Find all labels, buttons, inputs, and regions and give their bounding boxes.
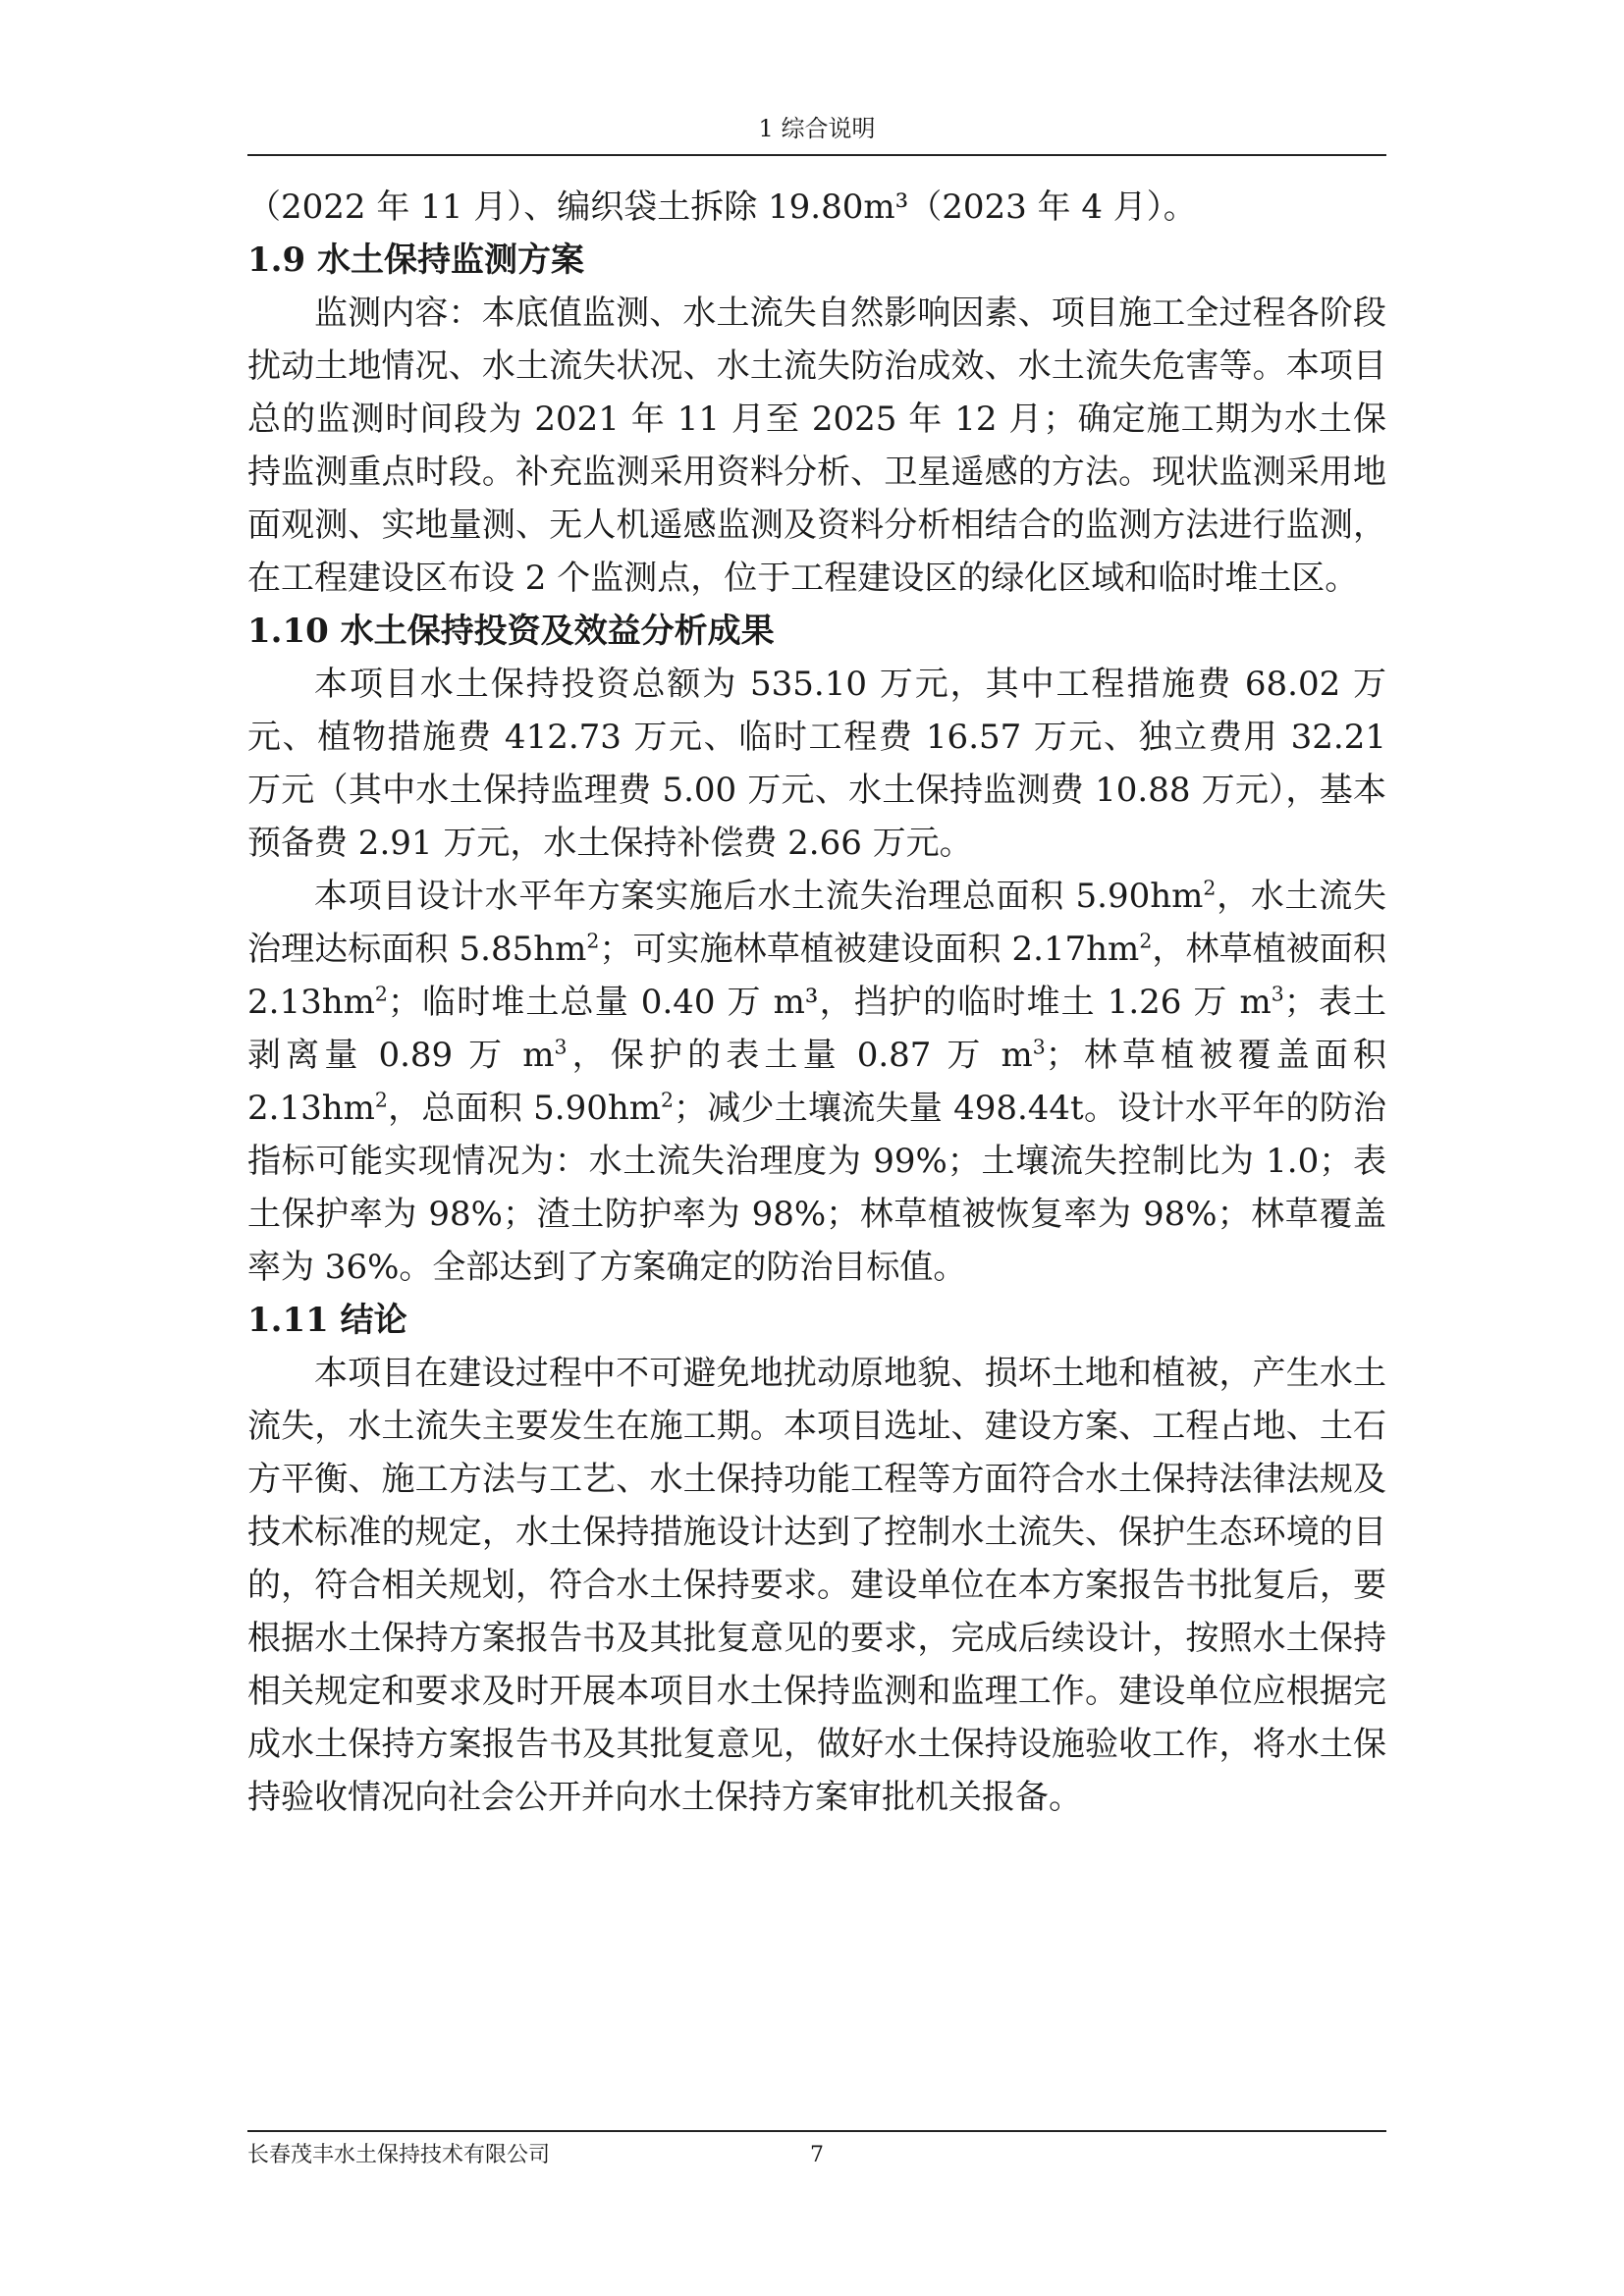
section-heading-1-10: 1.10 水土保持投资及效益分析成果 bbox=[247, 612, 775, 651]
superscript: 2 bbox=[1203, 876, 1217, 900]
footer-company: 长春茂丰水土保持技术有限公司 bbox=[247, 2143, 551, 2167]
section-heading-1-9: 1.9 水土保持监测方案 bbox=[247, 240, 584, 280]
continuation-text: （2022 年 11 月）、编织袋土拆除 19.80m³（2023 年 4 月）。 bbox=[247, 187, 1197, 227]
superscript: 3 bbox=[554, 1035, 568, 1059]
text-run: ；临时堆土总量 0.40 万 m³，挡护的临时堆土 1.26 万 m bbox=[387, 983, 1272, 1022]
superscript: 2 bbox=[661, 1088, 674, 1112]
text-run: ，总面积 5.90hm bbox=[387, 1089, 661, 1128]
text-run: 本项目设计水平年方案实施后水土流失治理总面积 5.90hm bbox=[314, 877, 1204, 916]
superscript: 2 bbox=[586, 929, 600, 953]
paragraph-monitoring: 监测内容：本底值监测、水土流失自然影响因素、项目施工全过程各阶段扰动土地情况、水土流失状况、水土流失防治成效、水土流失危害等。本项目总的监测时间段为 2021 年 11 月至 2025 年 12 月；确定施工期为水土保持监测重点时段。补充监测采用资料分析、卫星遥感的方法。现状监测采用地面观测、实地量测、无人机遥感监测及资料分析相结合的监测方法进行监测，在工程建设区布设 2 个监测点，位于工程建设区的绿化区域和临时堆土区。 bbox=[247, 294, 1386, 598]
paragraph-investment: 本项目水土保持投资总额为 535.10 万元，其中工程措施费 68.02 万元、植物措施费 412.73 万元、临时工程费 16.57 万元、独立费用 32.21 万元（其中水土保持监理费 5.00 万元、水土保持监测费 10.88 万元），基本预备费 2.91 万元，水土保持补偿费 2.66 万元。 bbox=[247, 665, 1386, 863]
superscript: 2 bbox=[374, 982, 388, 1006]
text-run: ；可实施林草植被建设面积 2.17hm bbox=[599, 930, 1140, 969]
footer-divider bbox=[247, 2130, 1386, 2132]
text-run: ；林草植被覆盖面积 2.13hm bbox=[247, 1036, 1387, 1128]
page-header-title: 1 综合说明 bbox=[758, 115, 876, 142]
superscript: 3 bbox=[1271, 982, 1284, 1006]
text-run: ；表土剥离量 0.89 万 m bbox=[247, 983, 1386, 1075]
paragraph-conclusion: 本项目在建设过程中不可避免地扰动原地貌、损坏土地和植被，产生水土流失，水土流失主要发生在施工期。本项目选址、建设方案、工程占地、土石方平衡、施工方法与工艺、水土保持功能工程等方面符合水土保持法律法规及技术标准的规定，水土保持措施设计达到了控制水土流失、保护生态环境的目的，符合相关规划，符合水土保持要求。建设单位在本方案报告书批复后，要根据水土保持方案报告书及其批复意见的要求，完成后续设计，按照水土保持相关规定和要求及时开展本项目水土保持监测和监理工作。建设单位应根据完成水土保持方案报告书及其批复意见，做好水土保持设施验收工作，将水土保持验收情况向社会公开并向水土保持方案审批机关报备。 bbox=[247, 1354, 1386, 1817]
text-run: ，水土流失治理达标面积 5.85hm bbox=[247, 877, 1386, 969]
superscript: 3 bbox=[1032, 1035, 1046, 1059]
section-heading-1-11: 1.11 结论 bbox=[247, 1301, 407, 1340]
header-divider bbox=[247, 154, 1386, 156]
text-run: ，林草植被面积 2.13hm bbox=[247, 930, 1387, 1022]
superscript: 2 bbox=[374, 1088, 388, 1112]
text-run: ；减少土壤流失量 498.44t。设计水平年的防治指标可能实现情况为：水土流失治理度为 99%；土壤流失控制比为 1.0；表土保护率为 98%；渣土防护率为 98%；林草植被恢复率为 98%；林草覆盖率为 36%。全部达到了方案确定的防治目标值。 bbox=[247, 1089, 1386, 1287]
paragraph-benefits bbox=[247, 870, 1386, 1294]
document-body bbox=[247, 181, 1386, 1824]
text-run: ，保护的表土量 0.87 万 m bbox=[567, 1036, 1033, 1075]
page-number: 7 bbox=[810, 2143, 824, 2167]
superscript: 2 bbox=[1139, 929, 1153, 953]
